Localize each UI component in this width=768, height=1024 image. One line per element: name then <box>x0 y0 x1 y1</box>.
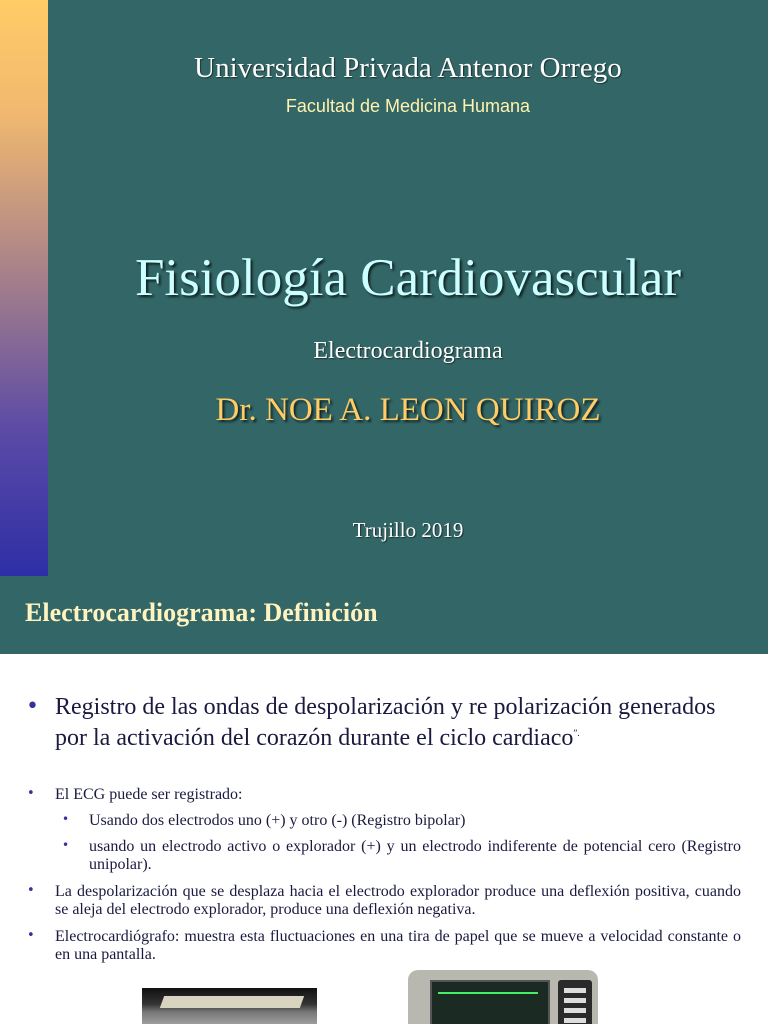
bullet-icon: • <box>62 838 70 852</box>
ecg-monitor-photo <box>408 970 598 1024</box>
university-name: Universidad Privada Antenor Orrego <box>194 52 622 84</box>
bullet-item <box>29 883 741 919</box>
bullet-item <box>26 694 739 751</box>
bullet-suffix: ”. <box>573 728 580 738</box>
bullet-icon: • <box>62 812 70 826</box>
bullet-item <box>29 786 741 804</box>
bullet-icon: • <box>27 786 35 801</box>
slide-header-band <box>0 576 768 654</box>
bullet-icon: • <box>27 928 35 943</box>
author-name: Dr. NOE A. LEON QUIROZ <box>215 392 601 428</box>
place-year: Trujillo 2019 <box>352 518 464 542</box>
bullet-text: Registro de las ondas de despolarización y re polarización generados por la activación del corazón durante el ciclo cardiaco <box>55 694 716 751</box>
sub-bullet-item <box>64 812 741 830</box>
faculty-name: Facultad de Medicina Humana <box>285 96 531 116</box>
presentation-title: Fisiología Cardiovascular <box>134 249 682 307</box>
bullet-text: El ECG puede ser registrado: <box>55 786 243 803</box>
bullet-icon: • <box>27 883 35 898</box>
bullet-text: usando un electrodo activo o explorador (+) y un electrodo indiferente de potencial cero (Registro unipolar). <box>89 838 741 873</box>
ecg-paper-photo <box>142 988 317 1024</box>
bullet-text: Electrocardiógrafo: muestra esta fluctuaciones en una tira de papel que se mueve a velocidad constante o en una pantalla. <box>55 928 741 963</box>
presentation-subtitle: Electrocardiograma <box>313 338 503 364</box>
definition-slide <box>0 576 768 1024</box>
sub-bullet-item <box>64 838 741 874</box>
slide-title: Electrocardiograma: Definición <box>25 598 378 627</box>
bullet-text: La despolarización que se desplaza hacia el electrodo explorador produce una deflexión positiva, cuando se aleja del electrodo explorador, produce una deflexión negativa. <box>55 883 741 918</box>
bullet-icon: • <box>26 694 39 719</box>
bullet-text: Usando dos electrodos uno (+) y otro (-) (Registro bipolar) <box>89 812 466 829</box>
bullet-item <box>29 928 741 964</box>
gradient-side-bar <box>0 0 48 576</box>
